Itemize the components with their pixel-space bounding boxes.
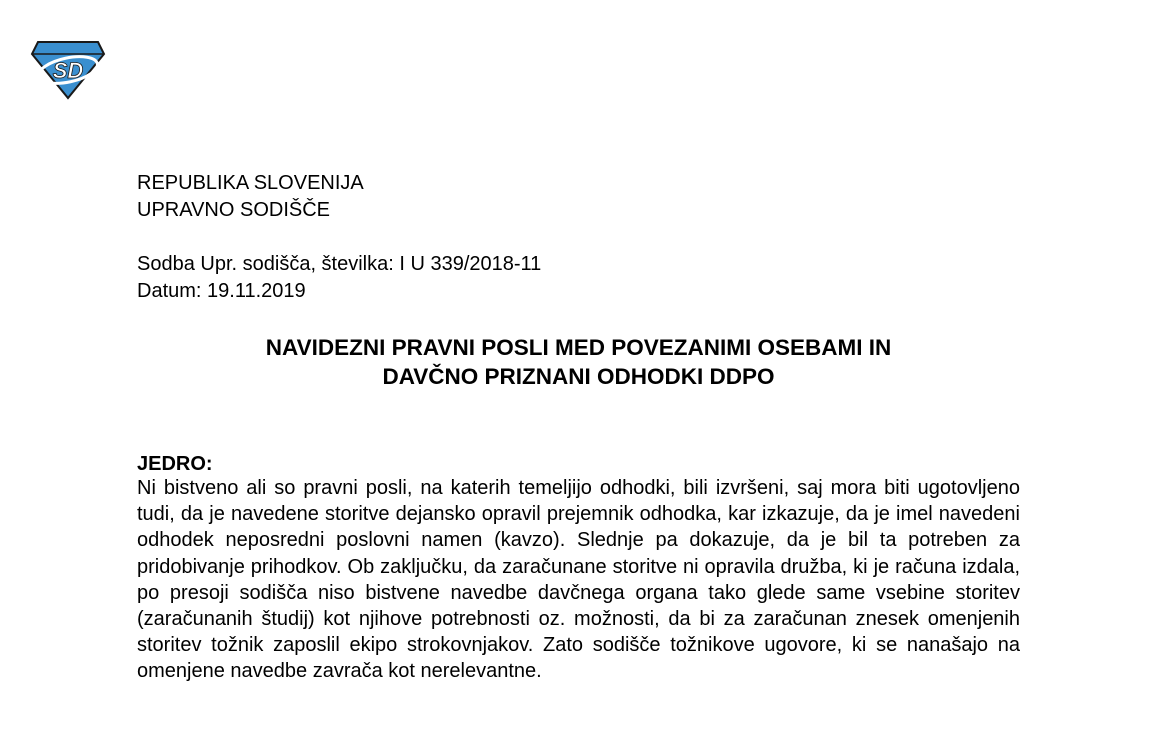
case-reference xyxy=(137,251,541,305)
court-header xyxy=(137,170,364,224)
document-title xyxy=(137,333,1020,391)
title-line-1: NAVIDEZNI PRAVNI POSLI MED POVEZANIMI OSEBAMI IN xyxy=(265,335,892,360)
case-number: Sodba Upr. sodišča, številka: I U 339/2018-11 xyxy=(137,253,542,275)
logo-lettering: SD xyxy=(52,58,84,83)
summary-paragraph: Ni bistveno ali so pravni posli, na katerih temeljijo odhodki, bili izvršeni, saj mora biti ugotovljeno tudi, da je navedene storitve dejansko opravil prejemnik odhodka, kar izkazuje, da je imel navedeni odhodek neposredni poslovni namen (kavzo). Slednje pa dokazuje, da je bil ta potreben za pridobivanje prihodkov. Ob zaključku, da zaračunane storitve ni opravila družba, ki je računa izdala, po presoji sodišča niso bistvene navedbe davčnega organa tako glede same vsebine storitev (zaračunanih študij) kot njihove potrebnosti oz. možnosti, da bi za zaračunan znesek omenjenih storitev tožnik zaposlil ekipo strokovnjakov. Zato sodišče tožnikove ugovore, ki se nanašajo na omenjene navedbe zavrača kot nerelevantne. xyxy=(137,477,1020,683)
summary-heading: JEDRO: xyxy=(137,453,213,475)
court-name: UPRAVNO SODIŠČE xyxy=(137,199,330,221)
court-logo xyxy=(30,40,106,100)
diamond-shield-icon xyxy=(30,40,106,100)
title-line-2: DAVČNO PRIZNANI ODHODKI DDPO xyxy=(382,364,775,389)
country-name: REPUBLIKA SLOVENIJA xyxy=(137,172,364,194)
judgment-date: Datum: 19.11.2019 xyxy=(137,280,306,302)
